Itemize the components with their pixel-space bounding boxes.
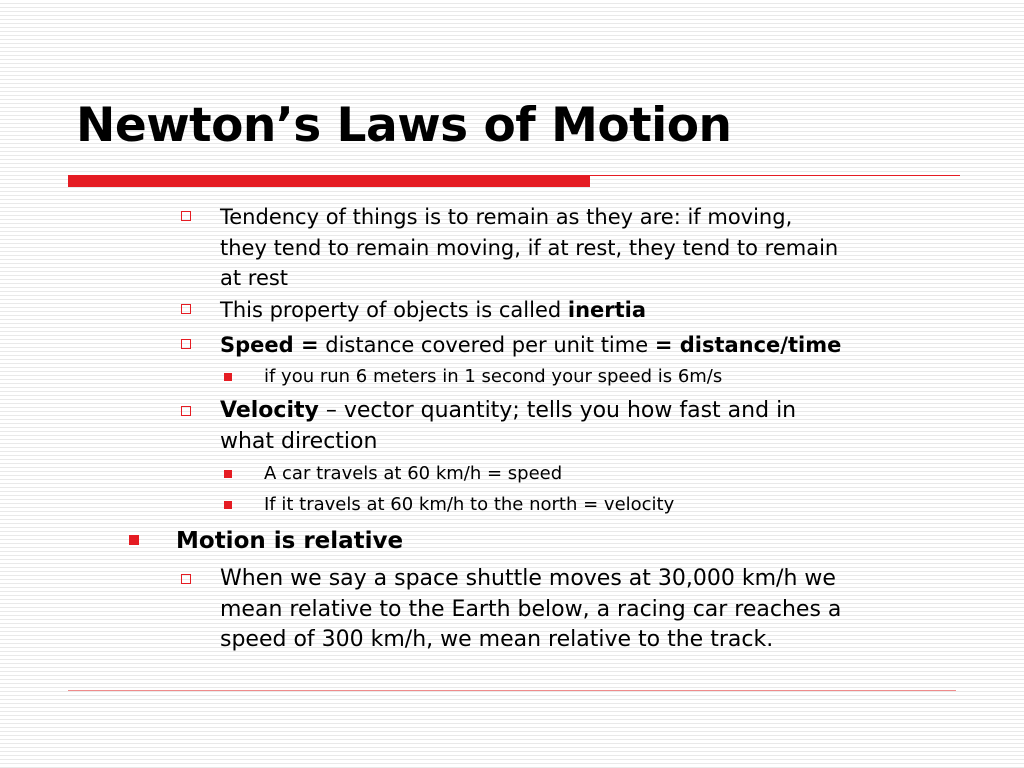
bold-term-inertia: inertia <box>567 298 647 322</box>
filled-square-bullet-icon <box>224 470 232 478</box>
bold-heading-motion-relative: Motion is relative <box>176 528 404 554</box>
bullet-text: This property of objects is called <box>220 298 568 322</box>
slide-title: Newton’s Laws of Motion <box>76 98 732 153</box>
hollow-square-bullet-icon <box>181 339 191 349</box>
bold-term-velocity: Velocity <box>220 398 319 423</box>
bullet-inertia-property <box>220 295 646 326</box>
bold-term-speed: Speed = <box>220 333 319 357</box>
bullet-relative-example <box>220 564 841 656</box>
bullet-line: mean relative to the Earth below, a racing car reaches a <box>220 596 842 622</box>
hollow-square-bullet-icon <box>181 574 191 584</box>
bullet-text: – vector quantity; tells you how fast and in <box>318 398 797 423</box>
filled-square-bullet-icon <box>224 501 232 509</box>
filled-square-bullet-icon <box>224 373 232 381</box>
hollow-square-bullet-icon <box>181 406 191 416</box>
sub-bullet-speed-example: if you run 6 meters in 1 second your speed is 6m/s <box>264 366 723 387</box>
hollow-square-bullet-icon <box>181 211 191 221</box>
bullet-motion-relative <box>176 526 403 556</box>
title-underline-bar <box>68 175 590 187</box>
bullet-line: speed of 300 km/h, we mean relative to the track. <box>220 627 774 652</box>
bullet-inertia-tendency <box>220 202 838 294</box>
bullet-velocity-definition <box>220 396 796 457</box>
bullet-line: at rest <box>220 266 289 290</box>
footer-divider <box>68 690 956 691</box>
sub-bullet-speed-car: A car travels at 60 km/h = speed <box>264 463 563 484</box>
bold-formula-speed: = distance/time <box>654 333 842 357</box>
bullet-line: they tend to remain moving, if at rest, they tend to remain <box>220 235 839 260</box>
bullet-line: When we say a space shuttle moves at 30,000 km/h we <box>220 566 836 591</box>
bullet-speed-definition <box>220 330 841 361</box>
title-underline-thin <box>590 175 960 176</box>
bullet-text: distance covered per unit time <box>318 333 655 357</box>
hollow-square-bullet-icon <box>181 304 191 314</box>
sub-bullet-velocity-car: If it travels at 60 km/h to the north = velocity <box>264 494 675 515</box>
filled-square-bullet-icon <box>129 535 139 545</box>
bullet-line: what direction <box>220 428 378 454</box>
bullet-line: Tendency of things is to remain as they are: if moving, <box>220 205 793 229</box>
